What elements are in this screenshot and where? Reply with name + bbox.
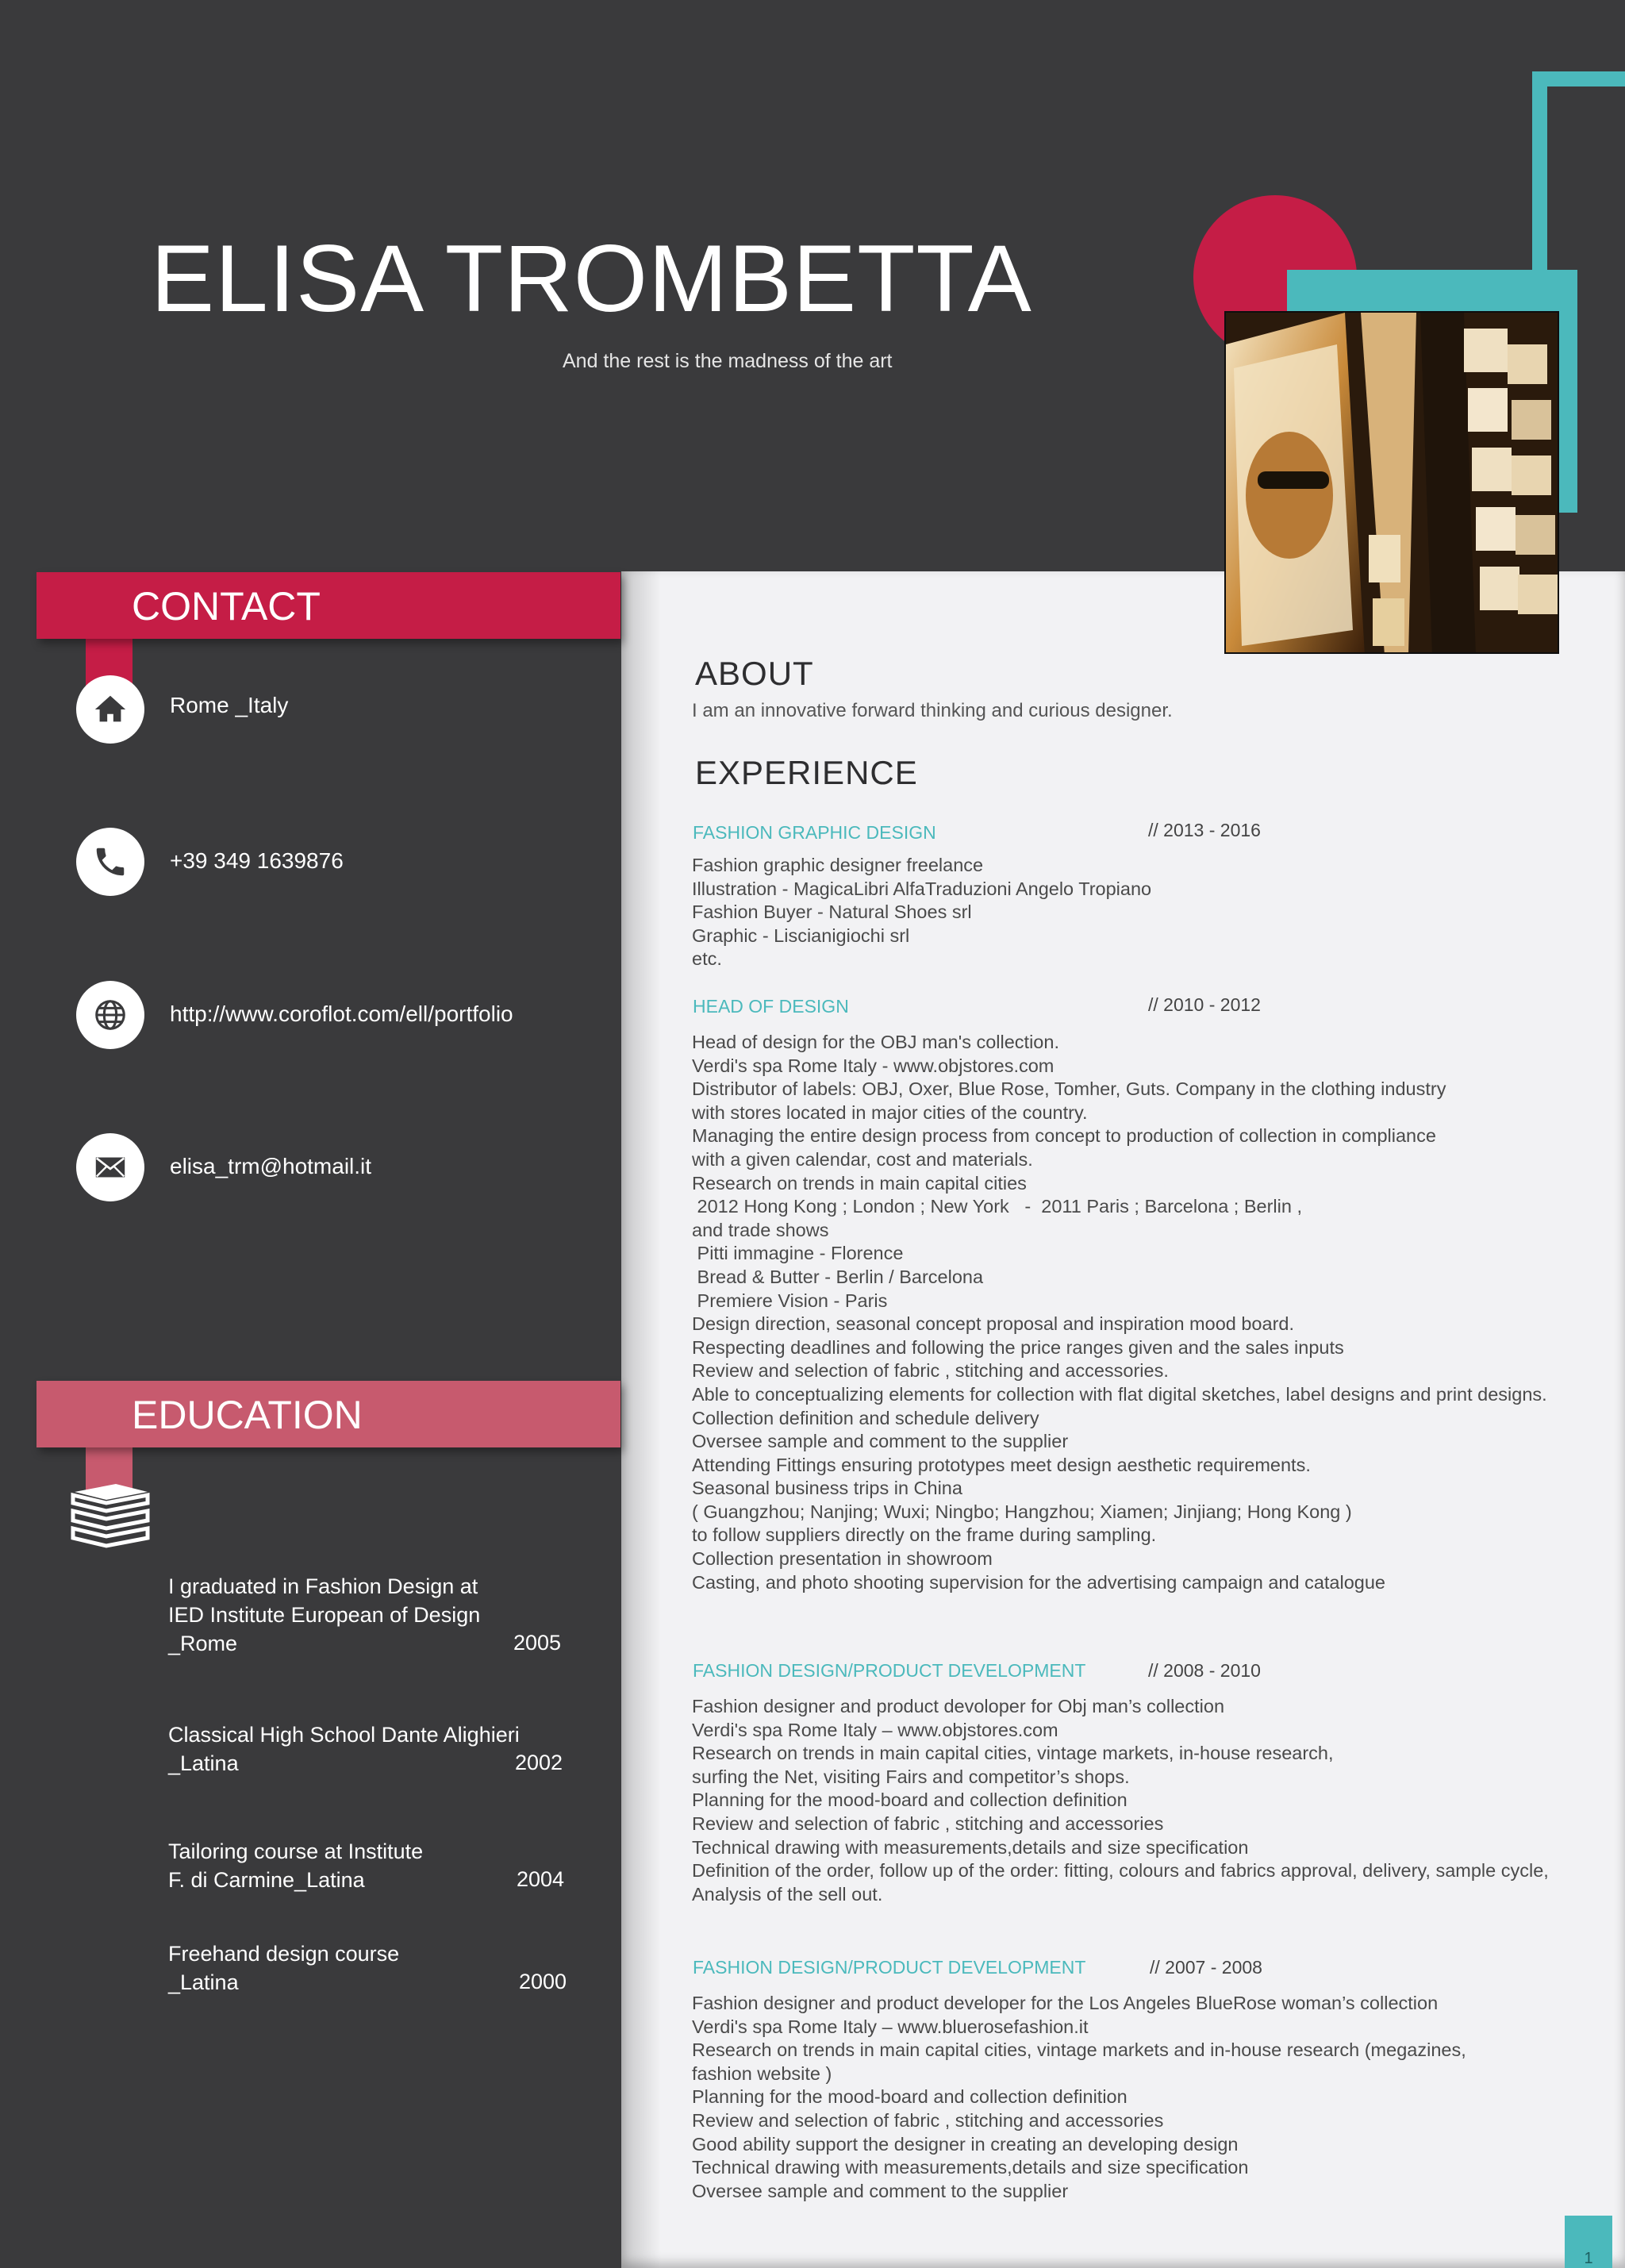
education-title: EDUCATION <box>132 1393 363 1437</box>
job-title: FASHION GRAPHIC DESIGN <box>693 822 936 843</box>
education-year: 2000 <box>519 1970 567 1993</box>
job-description: Fashion designer and product devoloper for Obj man’s collection Verdi's spa Rome Italy – www.objstores.com Research on trends in main capital cities, vintage markets, in-house research, surfing the Net, visiting Fairs and competitor’s shops. Planning for the mood-board and collection definition Review and selection of fabric , stitching and accessories Technical drawing with measurements,details and size specification Definition of the order, follow up of the order: fitting, colours and fabrics approval, delivery, sample cycle, Analysis of the sell out. <box>692 1696 1549 1905</box>
job-date: // 2010 - 2012 <box>1148 994 1261 1015</box>
education-item: Tailoring course at Institute F. di Carmine_Latina <box>168 1839 424 1892</box>
phone-icon <box>76 828 144 896</box>
teal-frame-horizontal <box>1532 71 1625 86</box>
contact-location: Rome _Italy <box>170 693 289 717</box>
profile-photo <box>1224 311 1559 654</box>
contact-title: CONTACT <box>132 584 321 629</box>
job-date: // 2008 - 2010 <box>1148 1660 1261 1681</box>
home-icon <box>76 675 144 744</box>
globe-icon <box>76 981 144 1049</box>
education-item: Classical High School Dante Alighieri _Latina <box>168 1723 520 1775</box>
mail-icon <box>76 1133 144 1201</box>
contact-website-link[interactable]: http://www.coroflot.com/ell/portfolio <box>170 1001 513 1026</box>
education-year: 2005 <box>513 1631 562 1655</box>
job-description: Fashion designer and product developer for the Los Angeles BlueRose woman’s collection Verdi's spa Rome Italy – www.bluerosefashion.it Research on trends in main capital cities, vintage markets and in-house research (megazines, fashion website ) Planning for the mood-board and collection definition Review and selection of fabric , stitching and accessories Good ability support the designer in creating an developing design Technical drawing with measurements,details and size specification Oversee sample and comment to the supplier <box>692 1993 1466 2201</box>
job-title: HEAD OF DESIGN <box>693 996 849 1017</box>
education-year: 2002 <box>515 1751 563 1774</box>
page-number: 1 <box>1565 2216 1612 2268</box>
books-icon <box>68 1482 152 1551</box>
job-title: FASHION DESIGN/PRODUCT DEVELOPMENT <box>693 1957 1086 1978</box>
about-text: I am an innovative forward thinking and curious designer. <box>692 700 1173 721</box>
experience-heading: EXPERIENCE <box>695 754 918 791</box>
education-year: 2004 <box>517 1867 565 1891</box>
about-heading: ABOUT <box>695 655 814 692</box>
contact-phone[interactable]: +39 349 1639876 <box>170 848 344 873</box>
contact-email-link[interactable]: elisa_trm@hotmail.it <box>170 1154 372 1178</box>
resume-name: ELISA TROMBETTA <box>151 225 1032 332</box>
teal-frame-vertical <box>1532 71 1547 294</box>
job-date: // 2007 - 2008 <box>1150 1957 1262 1978</box>
contact-banner <box>36 572 620 639</box>
job-description: Head of design for the OBJ man's collection. Verdi's spa Rome Italy - www.objstores.com Distributor of labels: OBJ, Oxer, Blue Rose, Tomher, Guts. Company in the clothing industry with stores located in major cities of the country. Managing the entire design process from concept to production of collection in compliance with a given calendar, cost and materials. Research on trends in main capital cities 2012 Hong Kong ; London ; New York - 2011 Paris ; Barcelona ; Berlin , and trade shows Pitti immagine - Florence Bread & Butter - Berlin / Barcelona Premiere Vision - Paris Design direction, seasonal concept proposal and inspiration mood board. Respecting deadlines and following the price ranges given and the sales inputs Review and selection of fabric , stitching and accessories. Able to conceptualizing elements for collection with flat digital sketches, label designs and print designs. Collection definition and schedule delivery Oversee sample and comment to the supplier Attending Fittings ensuring prototypes meet design aesthetic requirements. Seasonal business trips in China ( Guangzhou; Nanjing; Wuxi; Ningbo; Hangzhou; Xiamen; Jinjiang; Hong Kong ) to follow suppliers directly on the frame during sampling. Collection presentation in showroom Casting, and photo shooting supervision for the advertising campaign and catalogue <box>692 1032 1547 1593</box>
education-item: I graduated in Fashion Design at IED Institute European of Design _Rome <box>168 1574 481 1655</box>
job-date: // 2013 - 2016 <box>1148 820 1261 840</box>
photo-collage-image <box>1226 313 1559 654</box>
education-item: Freehand design course _Latina <box>168 1942 400 1994</box>
panel-shadow <box>621 571 661 2268</box>
job-description: Fashion graphic designer freelance Illustration - MagicaLibri AlfaTraduzioni Angelo Tropiano Fashion Buyer - Natural Shoes srl Graphic - Liscianigiochi srl etc. <box>692 855 1152 970</box>
tagline: And the rest is the madness of the art <box>563 350 893 372</box>
job-title: FASHION DESIGN/PRODUCT DEVELOPMENT <box>693 1660 1086 1681</box>
